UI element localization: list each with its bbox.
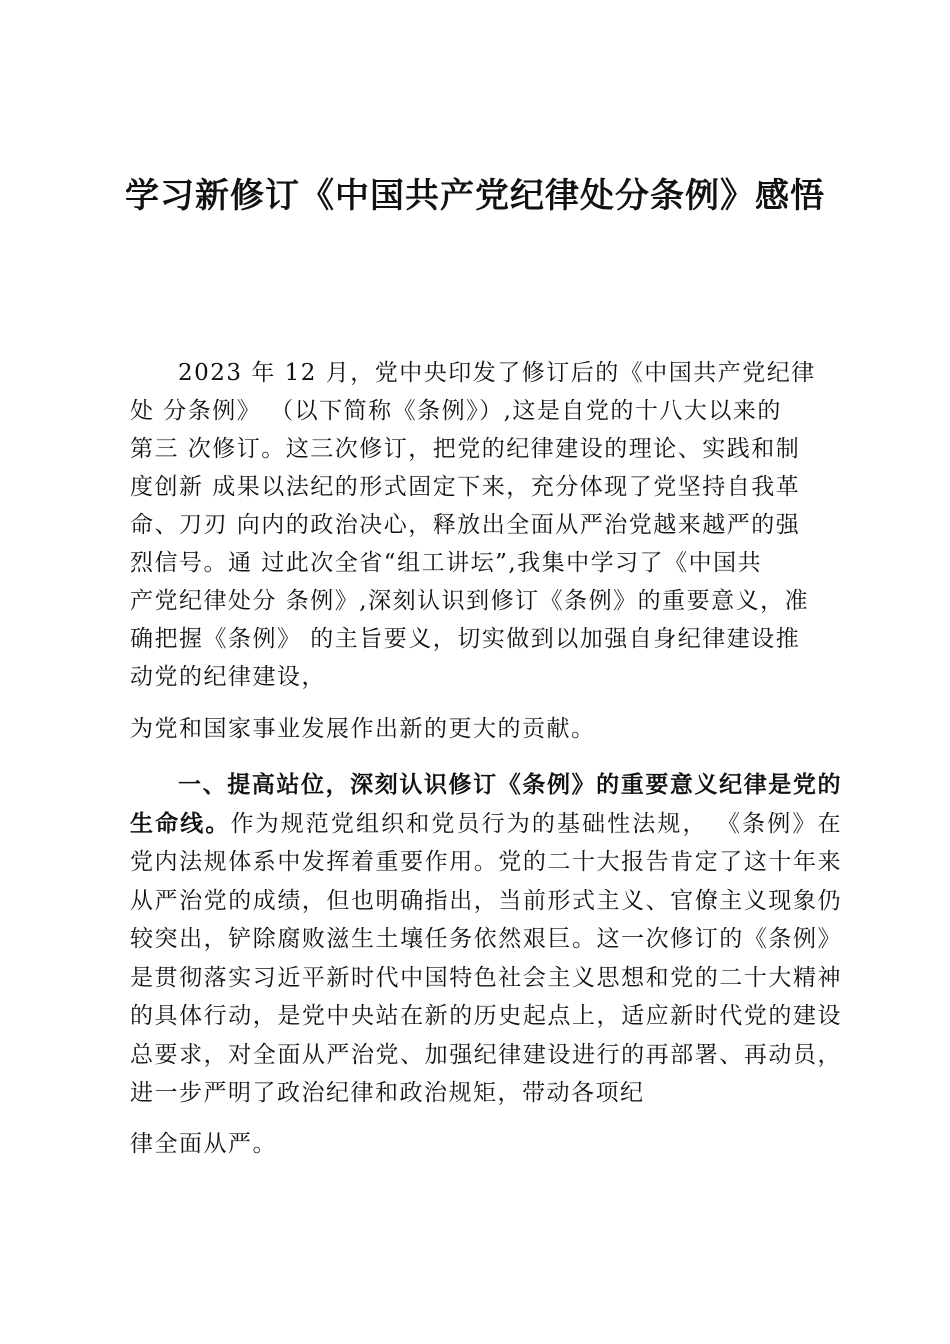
intro-line-4: 度创新 成果以法纪的形式固定下来，充分体现了党坚持自我革 bbox=[130, 474, 801, 500]
intro-line-7: 产党纪律处分 条例》,深刻认识到修订《条例》的重要意义，准 bbox=[130, 588, 810, 614]
intro-continuation: 为党和国家事业发展作出新的更大的贡献。 bbox=[130, 716, 596, 742]
intro-line-5: 命、刀刃 向内的政治决心，释放出全面从严治党越来越严的强 bbox=[130, 512, 801, 538]
intro-line-1: 2023 年 12 月，党中央印发了修订后的《中国共产党纪律 bbox=[178, 360, 816, 386]
intro-line-8: 确把握《条例》 的主旨要义，切实做到以加强自身纪律建设推 bbox=[130, 626, 801, 652]
intro-line-3: 第三 次修订。这三次修订，把党的纪律建设的理论、实践和制 bbox=[130, 436, 801, 462]
intro-paragraph bbox=[130, 354, 842, 696]
intro-line-2: 处 分条例》 （以下简称《条例》）,这是自党的十八大以来的 bbox=[130, 398, 782, 424]
document-title: 学习新修订《中国共产党纪律处分条例》感悟 bbox=[125, 176, 825, 216]
section-1-last-line: 律全面从严。 bbox=[130, 1130, 277, 1157]
intro-line-6: 烈信号。通 过此次全省“组工讲坛”,我集中学习了《中国共 bbox=[130, 550, 763, 576]
section-1-body: 作为规范党组织和党员行为的基础性法规， 《条例》在党内法规体系中发挥着重要作用。党的二十大报告肯定了这十年来从严治党的成绩，但也明确指出，当前形式主义、官僚主义现象仍较突出，铲除腐败滋生土壤任务依然艰巨。这一次修订的《条例》是贯彻落实习近平新时代中国特色社会主义思想和党的二十大精神的具体行动，是党中央站在新的历史起点上，适应新时代党的建设总要求，对全面从严治党、加强纪律建设进行的再部署、再动员，进一步严明了政治纪律和政治规矩，带动各项纪 bbox=[130, 810, 843, 1106]
section-1-heading: 一、提高站位，深刻认识修订《条例》的重要意义纪律是党的生命线。 bbox=[130, 772, 842, 837]
intro-line-9: 动党的纪律建设， bbox=[130, 664, 326, 690]
section-1-paragraph bbox=[130, 766, 842, 1163]
